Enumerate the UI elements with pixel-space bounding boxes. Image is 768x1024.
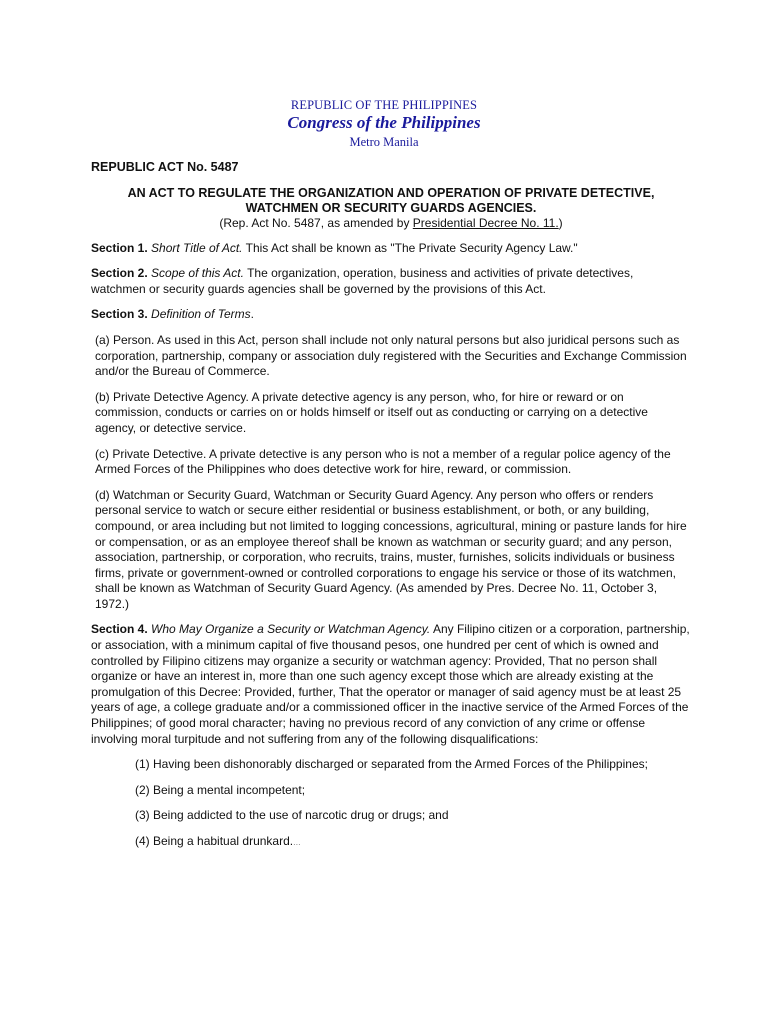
act-title-line-1: AN ACT TO REGULATE THE ORGANIZATION AND OPERATION OF PRIVATE DETECTIVE,	[127, 185, 655, 200]
header-congress: Congress of the Philippines	[287, 113, 481, 132]
header-city: Metro Manila	[349, 135, 419, 149]
section-2-label: Section 2.	[91, 266, 148, 281]
section-3	[91, 307, 691, 323]
definition-b: (b) Private Detective Agency. A private detective agency is any person, who, for hire or reward or on commission, conducts or carries on or holds himself or itself out as conducting or carrying on a detective agency, or detective service.	[95, 389, 648, 435]
section-3-title: Definition of Terms	[151, 307, 251, 322]
presidential-decree-link[interactable]: Presidential Decree No. 11.	[412, 215, 559, 230]
disqualification-4-text: (4) Being a habitual drunkard.	[135, 834, 294, 848]
section-4-label: Section 4.	[91, 622, 148, 637]
amend-prefix: (Rep. Act No. 5487, as amended by	[219, 215, 413, 230]
amend-suffix: )	[558, 215, 563, 230]
section-2-text: The organization, operation, business and activities of private detectives, watchmen or security guards agencies shall be governed by the provisions of this Act.	[91, 266, 634, 296]
disqualification-1: (1) Having been dishonorably discharged or separated from the Armed Forces of the Philippines;	[135, 757, 648, 772]
section-2-title: Scope of this Act.	[151, 266, 244, 281]
act-number: REPUBLIC ACT No. 5487	[91, 160, 239, 174]
truncation-ellipsis: ...	[293, 837, 301, 847]
section-1	[91, 241, 691, 257]
definition-d: (d) Watchman or Security Guard, Watchman or Security Guard Agency. Any person who offers or renders personal service to watch or secure either residential or business establishment, or both, or any building, compound, or area including but not limited to logging concessions, agricultural, mining or pasture lands for hire or compensation, or as an employee thereof shall be known as watchman or security guard; and any person, association, partnership, or corporation, who recruits, trains, muster, furnishes, solicits individuals or business firms, private or government-owned or controlled corporations to engage his service or those of its watchmen, shall be known as Watchman of Security Guard Agency. (As amended by Pres. Decree No. 11, October 3, 1972.)	[95, 487, 687, 611]
section-4-text: Any Filipino citizen or a corporation, partnership, or association, with a minimum capital of five thousand pesos, one hundred per cent of which is owned and controlled by Filipino citizens may organize a security or watchman agency: Provided, That no person shall organize or have an interest in, more than one such agency except those which are already existing at the promulgation of this Decree: Provided, further, That the operator or manager of said agency must be at least 25 years of age, a college graduate and/or a commissioned officer in the inactive service of the Armed Forces of the Philippines; of good moral character; having no previous record of any conviction of any crime or offense involving moral turpitude and not suffering from any of the following disqualifications:	[91, 622, 690, 746]
section-1-label: Section 1.	[91, 240, 148, 255]
document-body	[91, 160, 691, 861]
header-republic: REPUBLIC OF THE PHILIPPINES	[290, 98, 478, 112]
act-title-line-2: WATCHMEN OR SECURITY GUARDS AGENCIES.	[245, 200, 537, 215]
disqualification-4	[135, 834, 691, 851]
section-2	[91, 266, 691, 297]
section-4	[91, 622, 691, 747]
section-3-label: Section 3.	[91, 307, 148, 322]
act-amendment-note	[91, 216, 691, 231]
section-1-text: This Act shall be known as "The Private Security Agency Law."	[242, 240, 578, 255]
section-1-title: Short Title of Act.	[151, 240, 243, 255]
section-3-period: .	[250, 307, 254, 322]
disqualification-2: (2) Being a mental incompetent;	[135, 782, 306, 797]
act-title	[91, 186, 691, 216]
document-header	[0, 98, 768, 149]
definition-a: (a) Person. As used in this Act, person shall include not only natural persons but also juridical persons such as corporation, partnership, company or association duly registered with the Securities and Exchange Commission and/or the Bureau of Commerce.	[95, 332, 687, 379]
section-4-title: Who May Organize a Security or Watchman Agency.	[151, 622, 431, 637]
definition-c: (c) Private Detective. A private detective is any person who is not a member of a regular police agency of the Armed Forces of the Philippines who does detective work for hire, reward, or commission.	[95, 446, 671, 477]
disqualification-3: (3) Being addicted to the use of narcotic drug or drugs; and	[135, 808, 449, 823]
